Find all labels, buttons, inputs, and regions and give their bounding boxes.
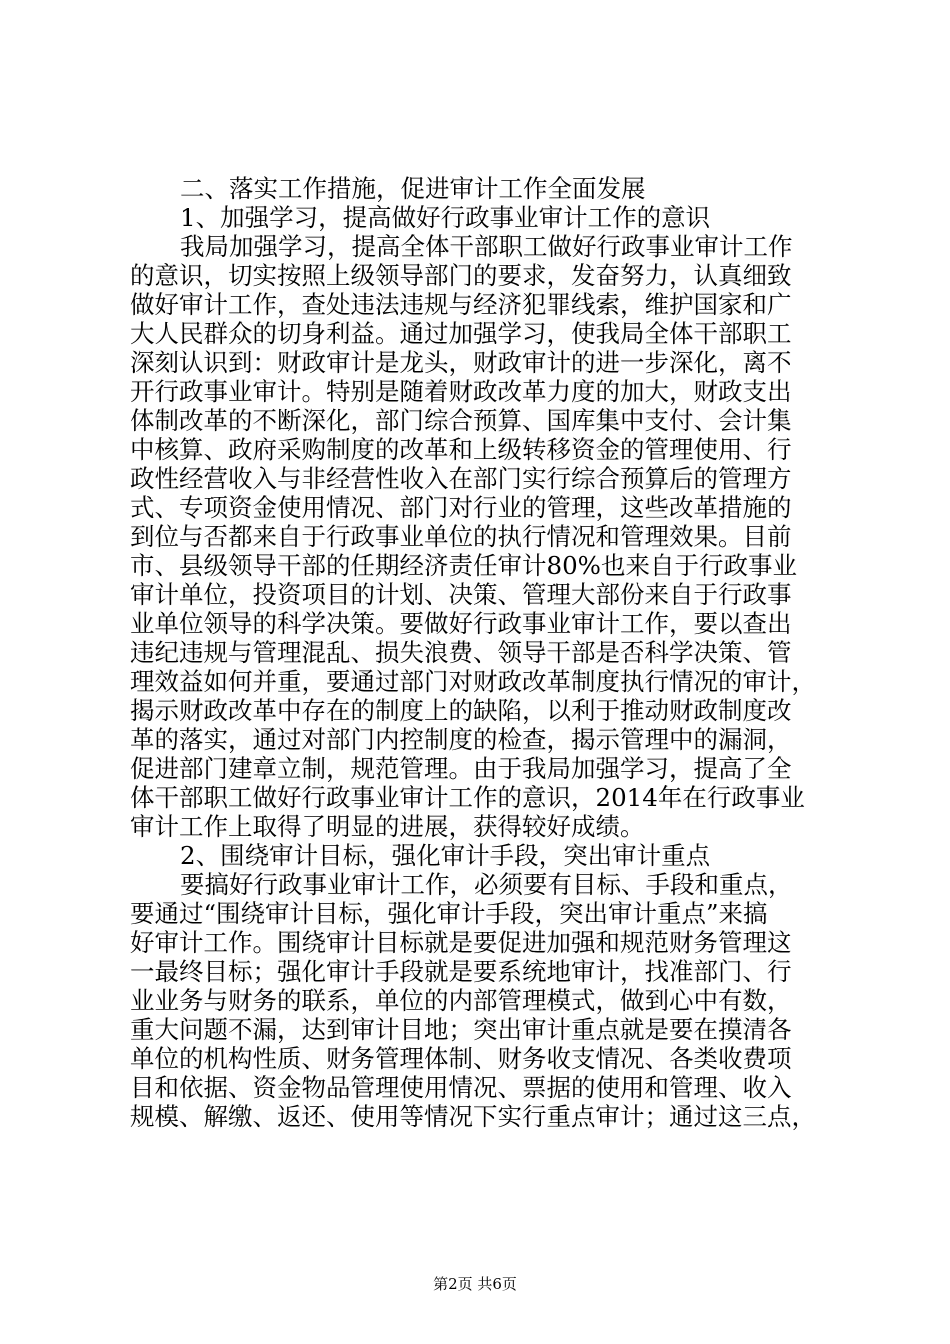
paragraph1-line: 揭示财政改革中存在的制度上的缺陷，以利于推动财政制度改 — [130, 696, 792, 725]
paragraph2-line: 重大问题不漏，达到审计目地；突出审计重点就是要在摸清各 — [130, 1015, 792, 1044]
paragraph1-line: 体干部职工做好行政事业审计工作的意识，2014年在行政事业 — [130, 783, 805, 812]
paragraph2-line: 要通过“围绕审计目标，强化审计手段，突出审计重点”来搞 — [130, 899, 768, 928]
paragraph2-line: 业业务与财务的联系，单位的内部管理模式，做到心中有数， — [130, 986, 792, 1015]
paragraph1-line: 促进部门建章立制，规范管理。由于我局加强学习，提高了全 — [130, 754, 792, 783]
section-heading: 二、落实工作措施，促进审计工作全面发展 — [180, 174, 646, 203]
paragraph2-line: 单位的机构性质、财务管理体制、财务收支情况、各类收费项 — [130, 1044, 792, 1073]
paragraph1-line: 大人民群众的切身利益。通过加强学习，使我局全体干部职工 — [130, 319, 792, 348]
paragraph1-line: 深刻认识到：财政审计是龙头，财政审计的进一步深化，离不 — [130, 348, 792, 377]
paragraph1-line: 理效益如何并重，要通过部门对财政改革制度执行情况的审计， — [130, 667, 816, 696]
paragraph1-line: 政性经营收入与非经营性收入在部门实行综合预算后的管理方 — [130, 464, 792, 493]
paragraph1-line: 审计单位，投资项目的计划、决策、管理大部份来自于行政事 — [130, 580, 792, 609]
paragraph1-line: 体制改革的不断深化，部门综合预算、国库集中支付、会计集 — [130, 406, 792, 435]
paragraph1-line: 我局加强学习，提高全体干部职工做好行政事业审计工作 — [180, 232, 793, 261]
paragraph2-line: 规模、解缴、返还、使用等情况下实行重点审计；通过这三点， — [130, 1102, 816, 1131]
paragraph2-line: 目和依据、资金物品管理使用情况、票据的使用和管理、收入 — [130, 1073, 792, 1102]
paragraph2-line: 一最终目标；强化审计手段就是要系统地审计，找准部门、行 — [130, 957, 792, 986]
paragraph1-line: 审计工作上取得了明显的进展，获得较好成绩。 — [130, 812, 645, 841]
page-number-footer: 第2页 共6页 — [433, 1275, 517, 1293]
paragraph2-line: 要搞好行政事业审计工作，必须要有目标、手段和重点， — [180, 870, 793, 899]
paragraph2-line: 好审计工作。围绕审计目标就是要促进加强和规范财务管理这 — [130, 928, 792, 957]
paragraph1-line: 市、县级领导干部的任期经济责任审计80%也来自于行政事业 — [130, 551, 797, 580]
paragraph1-line: 到位与否都来自于行政事业单位的执行情况和管理效果。目前 — [130, 522, 792, 551]
subsection-heading-2: 2、围绕审计目标，强化审计手段，突出审计重点 — [180, 841, 711, 870]
paragraph1-line: 业单位领导的科学决策。要做好行政事业审计工作，要以查出 — [130, 609, 792, 638]
paragraph1-line: 中核算、政府采购制度的改革和上级转移资金的管理使用、行 — [130, 435, 792, 464]
paragraph1-line: 革的落实，通过对部门内控制度的检查，揭示管理中的漏洞， — [130, 725, 792, 754]
paragraph1-line: 式、专项资金使用情况、部门对行业的管理，这些改革措施的 — [130, 493, 792, 522]
paragraph1-line: 做好审计工作，查处违法违规与经济犯罪线索，维护国家和广 — [130, 290, 792, 319]
paragraph1-line: 开行政事业审计。特别是随着财政改革力度的加大，财政支出 — [130, 377, 792, 406]
paragraph1-line: 违纪违规与管理混乱、损失浪费、领导干部是否科学决策、管 — [130, 638, 792, 667]
paragraph1-line: 的意识，切实按照上级领导部门的要求，发奋努力，认真细致 — [130, 261, 792, 290]
subsection-heading-1: 1、加强学习，提高做好行政事业审计工作的意识 — [180, 203, 711, 232]
